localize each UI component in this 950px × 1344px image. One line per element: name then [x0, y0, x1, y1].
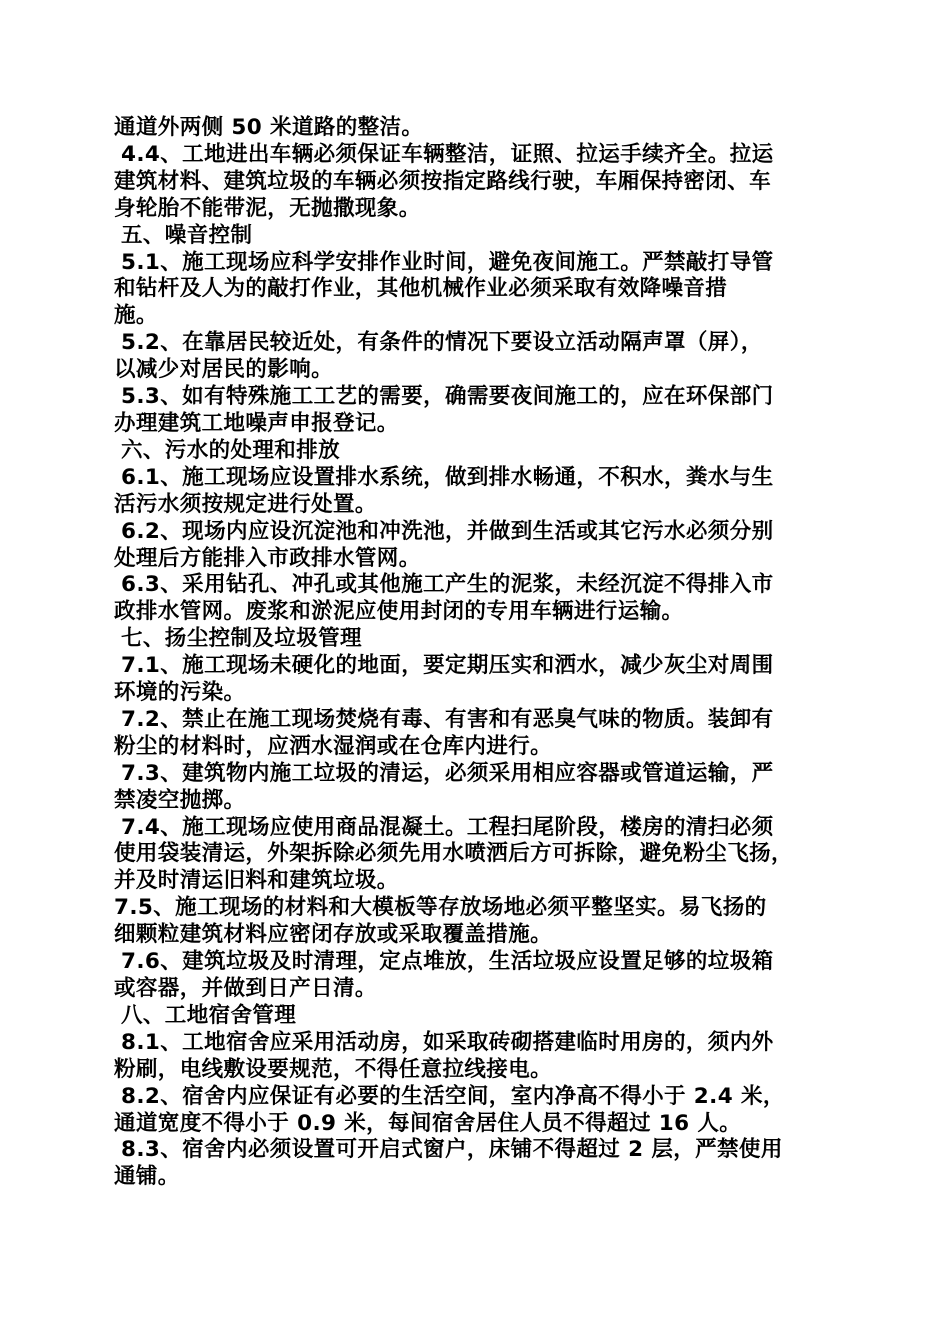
text-line: 6.3、采用钻孔、冲孔或其他施工产生的泥浆，未经沉淀不得排入市 — [121, 572, 774, 598]
text-line: 通道宽度不得小于 0.9 米，每间宿舍居住人员不得超过 16 人。 — [114, 1110, 742, 1136]
text-line: 处理后方能排入市政排水管网。 — [114, 545, 421, 571]
section-heading: 七、扬尘控制及垃圾管理 — [121, 626, 362, 652]
text-line: 活污水须按规定进行处置。 — [114, 491, 377, 517]
text-line: 7.6、建筑垃圾及时清理，定点堆放，生活垃圾应设置足够的垃圾箱 — [121, 949, 774, 975]
text-line: 7.4、施工现场应使用商品混凝土。工程扫尾阶段，楼房的清扫必须 — [121, 814, 774, 840]
text-line: 8.3、宿舍内必须设置可开启式窗户，床铺不得超过 2 层，严禁使用 — [121, 1137, 783, 1163]
text-line: 7.3、建筑物内施工垃圾的清运，必须采用相应容器或管道运输，严 — [121, 760, 774, 786]
text-line: 或容器，并做到日产日清。 — [114, 976, 377, 1001]
text-line: 8.2、宿舍内应保证有必要的生活空间，室内净高不得小于 2.4 米， — [121, 1083, 785, 1109]
text-line: 办理建筑工地噪声申报登记。 — [114, 410, 399, 436]
section-heading: 八、工地宿舍管理 — [121, 1002, 297, 1028]
text-line: 细颗粒建筑材料应密闭存放或采取覆盖措施。 — [114, 922, 553, 948]
text-line: 5.2、在靠居民较近处，有条件的情况下要设立活动隔声罩（屏）， — [121, 330, 763, 356]
text-line: 5.1、施工现场应科学安排作业时间，避免夜间施工。严禁敲打导管 — [121, 249, 774, 275]
text-line: 4.4、工地进出车辆必须保证车辆整洁，证照、拉运手续齐全。拉运 — [121, 141, 774, 167]
text-line: 5.3、如有特殊施工工艺的需要，确需要夜间施工的，应在环保部门 — [121, 384, 774, 410]
text-line: 粉刷，电线敷设要规范，不得任意拉线接电。 — [114, 1056, 553, 1082]
text-line: 7.2、禁止在施工现场焚烧有毒、有害和有恶臭气味的物质。装卸有 — [121, 706, 774, 732]
text-line: 粉尘的材料时，应洒水湿润或在仓库内进行。 — [114, 733, 553, 759]
text-line: 环境的污染。 — [114, 680, 246, 706]
text-line: 以减少对居民的影响。 — [114, 357, 334, 383]
text-line: 使用袋装清运，外架拆除必须先用水喷洒后方可拆除，避免粉尘飞扬， — [114, 841, 793, 867]
text-line: 通铺。 — [114, 1164, 180, 1190]
text-line: 6.2、现场内应设沉淀池和冲洗池，并做到生活或其它污水必须分别 — [121, 518, 774, 544]
document-body — [114, 115, 854, 1191]
text-line: 通道外两侧 50 米道路的整洁。 — [114, 115, 424, 140]
text-line: 施。 — [114, 303, 158, 329]
text-line: 和钻杆及人为的敲打作业，其他机械作业必须采取有效降噪音措 — [114, 276, 728, 302]
text-line: 7.1、施工现场未硬化的地面，要定期压实和洒水，减少灰尘对周围 — [121, 653, 774, 679]
section-heading: 六、污水的处理和排放 — [121, 437, 341, 463]
section-heading: 五、噪音控制 — [121, 222, 253, 248]
text-line: 政排水管网。废浆和淤泥应使用封闭的专用车辆进行运输。 — [114, 599, 684, 625]
text-line: 并及时清运旧料和建筑垃圾。 — [114, 868, 399, 894]
text-line: 6.1、施工现场应设置排水系统，做到排水畅通，不积水，粪水与生 — [121, 464, 774, 490]
text-line: 禁凌空抛掷。 — [114, 787, 246, 813]
text-line: 7.5、施工现场的材料和大模板等存放场地必须平整坚实。易飞扬的 — [114, 895, 767, 921]
text-line: 8.1、工地宿舍应采用活动房，如采取砖砌搭建临时用房的，须内外 — [121, 1029, 774, 1055]
text-line: 建筑材料、建筑垃圾的车辆必须按指定路线行驶，车厢保持密闭、车 — [114, 168, 772, 194]
text-line: 身轮胎不能带泥，无抛撒现象。 — [114, 195, 421, 221]
